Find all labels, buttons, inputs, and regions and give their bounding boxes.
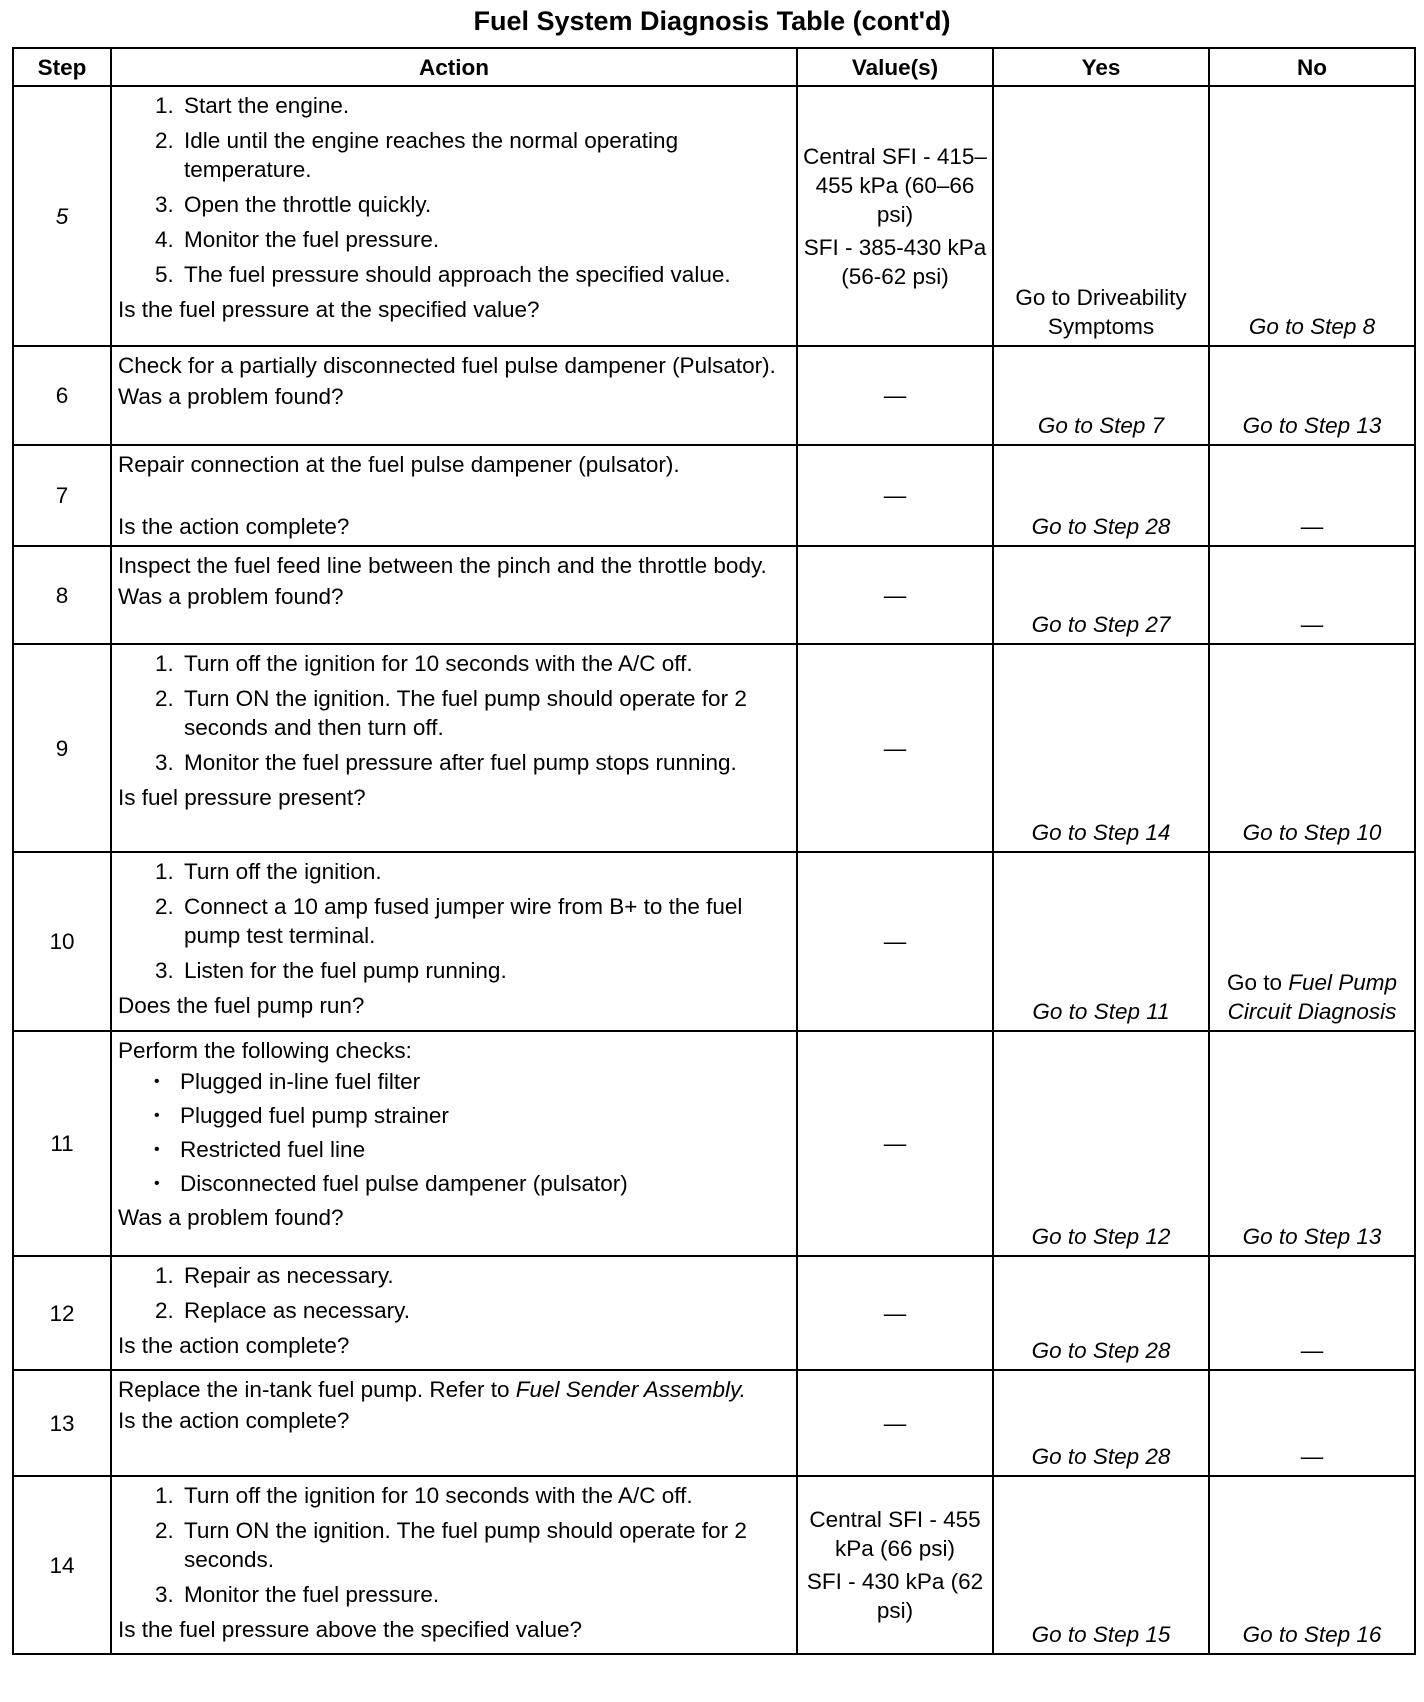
action-step: 3. Listen for the fuel pump running. bbox=[180, 956, 790, 985]
value-spec: Central SFI - 455 kPa (66 psi) bbox=[809, 1507, 981, 1561]
value-cell: — bbox=[797, 546, 993, 644]
table-row bbox=[13, 1370, 1415, 1476]
value-cell: — bbox=[797, 1031, 993, 1256]
action-step: 2. Turn ON the ignition. The fuel pump should operate for 2 seconds. bbox=[180, 1516, 790, 1574]
no-cell: — bbox=[1209, 1256, 1415, 1370]
value-cell: — bbox=[797, 1256, 993, 1370]
action-question: Is the fuel pressure at the specified value? bbox=[118, 297, 540, 322]
action-text bbox=[118, 1375, 790, 1404]
no-cell: Go to Step 13 bbox=[1209, 1031, 1415, 1256]
check-item: • Plugged in-line fuel filter bbox=[180, 1067, 790, 1096]
no-cell: Go to Step 13 bbox=[1209, 346, 1415, 445]
table-row bbox=[13, 546, 1415, 644]
action-question: Was a problem found? bbox=[118, 584, 344, 609]
action-question: Is the action complete? bbox=[118, 1408, 350, 1433]
header-action: Action bbox=[111, 48, 797, 86]
no-cell: — bbox=[1209, 1370, 1415, 1476]
action-steps bbox=[118, 1481, 790, 1609]
table-row bbox=[13, 445, 1415, 546]
table-row bbox=[13, 644, 1415, 852]
step-number: 12 bbox=[13, 1256, 111, 1370]
step-number: 11 bbox=[13, 1031, 111, 1256]
action-cell bbox=[111, 346, 797, 445]
action-step: 3. Monitor the fuel pressure. bbox=[180, 1580, 790, 1609]
yes-cell: Go to Step 15 bbox=[993, 1476, 1209, 1654]
table-row bbox=[13, 1031, 1415, 1256]
action-cell bbox=[111, 1031, 797, 1256]
action-steps bbox=[118, 1261, 790, 1325]
action-cell bbox=[111, 445, 797, 546]
yes-cell: Go to Step 27 bbox=[993, 546, 1209, 644]
action-step: 1. Turn off the ignition for 10 seconds with the A/C off. bbox=[180, 1481, 790, 1510]
table-row bbox=[13, 1476, 1415, 1654]
action-step: 3. Open the throttle quickly. bbox=[180, 190, 790, 219]
check-list bbox=[118, 1067, 790, 1198]
page-title: Fuel System Diagnosis Table (cont'd) bbox=[473, 6, 951, 36]
no-cell: — bbox=[1209, 445, 1415, 546]
header-values: Value(s) bbox=[797, 48, 993, 86]
yes-cell: Go to Step 11 bbox=[993, 852, 1209, 1031]
no-cell: Go to Step 8 bbox=[1209, 86, 1415, 346]
step-number: 10 bbox=[13, 852, 111, 1031]
diagnosis-table bbox=[12, 47, 1416, 1655]
step-number: 14 bbox=[13, 1476, 111, 1654]
no-cell: Go to Step 16 bbox=[1209, 1476, 1415, 1654]
yes-cell: Go to Step 28 bbox=[993, 1370, 1209, 1476]
step-number: 13 bbox=[13, 1370, 111, 1476]
action-step: 2. Turn ON the ignition. The fuel pump should operate for 2 seconds and then turn off. bbox=[180, 684, 790, 742]
action-step: 2. Idle until the engine reaches the normal operating temperature. bbox=[180, 126, 790, 184]
yes-cell: Go to Step 28 bbox=[993, 1256, 1209, 1370]
action-cell bbox=[111, 644, 797, 852]
no-cell: Go to Step 10 bbox=[1209, 644, 1415, 852]
action-text-prefix: Replace the in-tank fuel pump. Refer to bbox=[118, 1377, 510, 1402]
check-item: • Restricted fuel line bbox=[180, 1135, 790, 1164]
header-step: Step bbox=[13, 48, 111, 86]
check-item: • Disconnected fuel pulse dampener (pulsator) bbox=[180, 1169, 790, 1198]
action-cell bbox=[111, 1370, 797, 1476]
action-cell bbox=[111, 1476, 797, 1654]
yes-cell: Go to Step 28 bbox=[993, 445, 1209, 546]
action-step: 1. Start the engine. bbox=[180, 91, 790, 120]
action-text: Check for a partially disconnected fuel pulse dampener (Pulsator). bbox=[118, 353, 776, 378]
table-row bbox=[13, 86, 1415, 346]
header-row bbox=[13, 48, 1415, 86]
yes-cell: Go to Step 12 bbox=[993, 1031, 1209, 1256]
action-step: 2. Connect a 10 amp fused jumper wire from B+ to the fuel pump test terminal. bbox=[180, 892, 790, 950]
action-cell bbox=[111, 1256, 797, 1370]
yes-cell: Go to Driveability Symptoms bbox=[993, 86, 1209, 346]
step-number: 7 bbox=[13, 445, 111, 546]
table-row bbox=[13, 1256, 1415, 1370]
action-cell bbox=[111, 852, 797, 1031]
check-item: • Plugged fuel pump strainer bbox=[180, 1101, 790, 1130]
action-steps bbox=[118, 649, 790, 777]
step-number: 5 bbox=[13, 86, 111, 346]
action-steps bbox=[118, 91, 790, 289]
table-row bbox=[13, 346, 1415, 445]
table-row bbox=[13, 852, 1415, 1031]
action-text: Repair connection at the fuel pulse dampener (pulsator). bbox=[118, 452, 680, 477]
yes-cell: Go to Step 7 bbox=[993, 346, 1209, 445]
value-spec: Central SFI - 415–455 kPa (60–66 psi) bbox=[803, 143, 987, 227]
action-step: 4. Monitor the fuel pressure. bbox=[180, 225, 790, 254]
action-step: 1. Turn off the ignition for 10 seconds with the A/C off. bbox=[180, 649, 790, 678]
action-question: Does the fuel pump run? bbox=[118, 993, 365, 1018]
action-question: Is the action complete? bbox=[118, 514, 350, 539]
action-text: Inspect the fuel feed line between the pinch and the throttle body. bbox=[118, 553, 767, 578]
fuel-pump-circuit-link[interactable]: Fuel Pump Circuit Diagnosis bbox=[1227, 970, 1398, 1024]
value-cell: — bbox=[797, 445, 993, 546]
action-step: 5. The fuel pressure should approach the specified value. bbox=[180, 260, 790, 289]
action-question: Is fuel pressure present? bbox=[118, 785, 366, 810]
action-cell bbox=[111, 546, 797, 644]
value-cell: — bbox=[797, 644, 993, 852]
value-cell bbox=[797, 86, 993, 346]
no-cell: — bbox=[1209, 546, 1415, 644]
value-spec: SFI - 385-430 kPa (56-62 psi) bbox=[803, 234, 987, 289]
step-number: 8 bbox=[13, 546, 111, 644]
value-cell: — bbox=[797, 852, 993, 1031]
action-question: Is the fuel pressure above the specified value? bbox=[118, 1617, 583, 1642]
step-number: 6 bbox=[13, 346, 111, 445]
value-cell bbox=[797, 1476, 993, 1654]
action-cell bbox=[111, 86, 797, 346]
action-step: 1. Turn off the ignition. bbox=[180, 857, 790, 886]
value-cell: — bbox=[797, 1370, 993, 1476]
action-step: 3. Monitor the fuel pressure after fuel pump stops running. bbox=[180, 748, 790, 777]
step-number: 9 bbox=[13, 644, 111, 852]
action-question: Was a problem found? bbox=[118, 384, 344, 409]
action-steps bbox=[118, 857, 790, 985]
action-question: Was a problem found? bbox=[118, 1205, 344, 1230]
action-step: 1. Repair as necessary. bbox=[180, 1261, 790, 1290]
yes-cell: Go to Step 14 bbox=[993, 644, 1209, 852]
header-no: No bbox=[1209, 48, 1415, 86]
action-question: Is the action complete? bbox=[118, 1333, 350, 1358]
value-spec: SFI - 430 kPa (62 psi) bbox=[806, 1569, 984, 1623]
header-yes: Yes bbox=[993, 48, 1209, 86]
no-prefix: Go to bbox=[1226, 970, 1282, 995]
action-step: 2. Replace as necessary. bbox=[180, 1296, 790, 1325]
fuel-sender-assembly-link[interactable]: Fuel Sender Assembly. bbox=[515, 1377, 746, 1402]
action-text: Perform the following checks: bbox=[118, 1038, 412, 1063]
no-cell bbox=[1209, 852, 1415, 1031]
value-cell: — bbox=[797, 346, 993, 445]
